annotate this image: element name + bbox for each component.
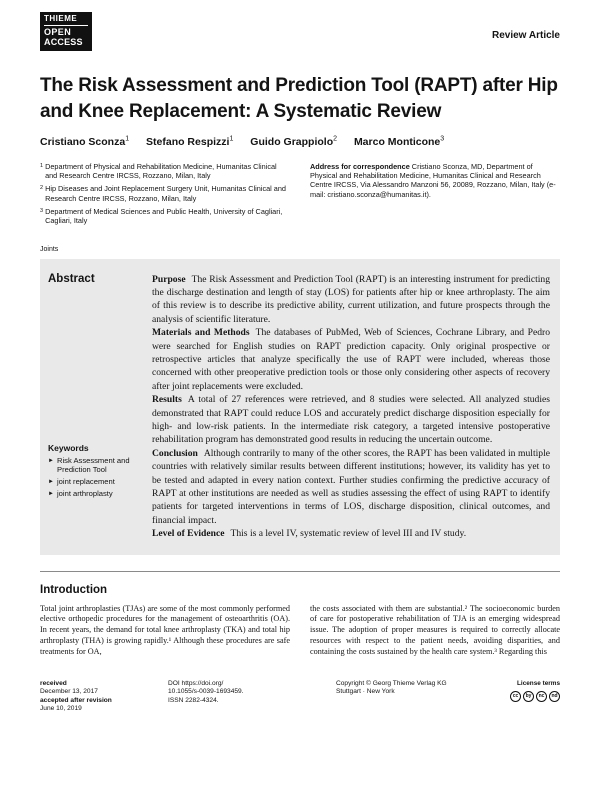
cc-by-icon[interactable]: by (523, 691, 534, 702)
abstract-paragraph (152, 326, 550, 393)
copyright-line2: Stuttgart · New York (336, 688, 395, 696)
author-affil-marker: 1 (125, 135, 130, 143)
author-name: Marco Monticone (353, 135, 441, 148)
section-divider (40, 571, 560, 572)
author (146, 136, 233, 148)
author-name: Stefano Respizzi (146, 135, 230, 148)
abstract-paragraph (152, 273, 550, 327)
abstract-paragraph-label: Purpose (152, 273, 186, 285)
logo-open: OPEN (44, 27, 72, 38)
keyword-bullet-icon: ► (48, 478, 54, 485)
affiliation-block (40, 162, 560, 230)
doi-number[interactable]: 10.1055/s-0039-1693459. (168, 688, 244, 696)
affiliation-marker: 2 (40, 185, 44, 192)
cc-nc-icon[interactable]: nc (536, 691, 547, 702)
keyword-label: Risk Assessment and Prediction Tool (57, 455, 130, 475)
logo-access: ACCESS (44, 36, 83, 47)
abstract-heading: Abstract (48, 272, 95, 285)
keywords-heading: Keywords (48, 442, 89, 453)
abstract-paragraph (152, 447, 550, 527)
affiliation-text: Hip Diseases and Joint Replacement Surgery Unit, Humanitas Clinical and Research Centre IRCSS, Rozzano, Milan, Italy (45, 184, 286, 203)
issn: ISSN 2282-4324. (168, 696, 219, 704)
correspondence-label: Address for correspondence (310, 161, 410, 171)
affiliation-marker: 1 (40, 162, 44, 169)
correspondence-text: Cristiano Sconza, MD, Department of Physical and Rehabilitation Medicine, Humanitas Clinical and Research Centre IRCSS, Via Alessandro Manzoni 56, 20089, Rozzano, Milan, Italy (e-mail: cristiano.sconza@humanitas.it). (310, 161, 556, 199)
keyword-bullet-icon: ► (48, 491, 54, 498)
cc-license-icons (486, 691, 560, 702)
abstract-paragraph-label: Conclusion (152, 447, 198, 459)
introduction-column-right: the costs associated with them are substantial.² The socioeconomic burden of care for postoperative rehabilitation of TJA is an emerging widespread issue. The adoption of proper measures is required to correctly allocate resources with respect to the patient needs, avoiding disparities, and containing the costs sustained by the health care system.³ Regarding this (310, 603, 560, 656)
keyword-bullet-icon: ► (48, 457, 54, 464)
keyword-item (48, 477, 140, 488)
abstract-paragraph-text: The Risk Assessment and Prediction Tool (RAPT) is an interesting instrument for predicting the discharge destination and length of stay (LOS) for patients after hip or knee arthroplasty. The aim of this review is to describe its predictive ability, current utilization, and future prospects through the analysis of scientific literature. (152, 273, 550, 325)
keyword-label: joint arthroplasty (57, 489, 113, 499)
author-affil-marker: 1 (229, 135, 234, 143)
affiliation-column (40, 162, 288, 230)
affiliation (40, 207, 288, 226)
abstract-sidebar (48, 273, 152, 541)
paper-title: The Risk Assessment and Prediction Tool (RAPT) after Hip and Knee Replacement: A Systematic Review (40, 75, 558, 123)
author-name: Guido Grappiolo (250, 135, 334, 148)
introduction-column-left: Total joint arthroplasties (TJAs) are some of the most commonly performed elective orthopedic procedures for the management of osteoarthritis (OA). In recent years, the demand for total knee arthroplasty (TKA) and total hip arthroplasty (THA) is growing rapidly.¹ Although these procedures are safe treatments for OA, (40, 603, 290, 656)
author-affil-marker: 2 (333, 135, 338, 143)
accepted-label: accepted after revision (40, 696, 112, 704)
page-header (40, 12, 560, 51)
author (250, 136, 337, 148)
affiliation (40, 184, 288, 203)
abstract-paragraph-label: Level of Evidence (152, 528, 225, 540)
affiliation (40, 162, 288, 181)
received-date: December 13, 2017 (40, 688, 98, 696)
page-footer (40, 680, 560, 714)
abstract-paragraph-text: The databases of PubMed, Web of Sciences, Cochrane Library, and Pedro were searched for English studies on RAPT prediction capacity. Only original prospective or retrospective articles that analyze specifically the use of RAPT were included, whereas those concerned with other preoperative prediction tools or those only considering other aspects of recovery after joint replacements were excluded. (152, 327, 550, 392)
keyword-label: joint replacement (57, 476, 115, 486)
author (354, 136, 444, 148)
affiliation-marker: 3 (40, 207, 44, 214)
journal-name: Joints (40, 245, 59, 253)
abstract-paragraph-text: A total of 27 references were retrieved, and 8 studies were selected. All analyzed studies demonstrated that RAPT could reduce LOS and accurately predict discharge disposition especially for high- and low-risk patients. In the intermediate risk category, a targeted intensive postoperative rehabilitation program has demonstrated good results in reducing the uncertain outcome. (152, 394, 550, 446)
received-block (40, 680, 168, 714)
introduction-body (40, 604, 560, 658)
correspondence-block (310, 162, 560, 230)
copyright-block (336, 680, 486, 714)
cc-icon[interactable]: cc (510, 691, 521, 702)
thieme-open-access-logo (40, 12, 92, 51)
doi-link[interactable]: DOI https://doi.org/ (168, 679, 224, 687)
license-terms-label: License terms (517, 679, 560, 687)
author (40, 136, 129, 148)
author-name: Cristiano Sconza (40, 135, 126, 148)
copyright-line1: Copyright © Georg Thieme Verlag KG (336, 679, 447, 687)
doi-block (168, 680, 336, 714)
keyword-item (48, 456, 140, 475)
affiliation-text: Department of Medical Sciences and Public Health, University of Cagliari, Cagliari, Italy (45, 206, 283, 226)
abstract-paragraph-text: Although contrarily to many of the other scores, the RAPT has been validated in multiple countries with relatively similar results between different institutions; however, its validity has yet to be tested and adapted in every nation context. Further studies confirming the predictive accuracy of RAPT at other institutions are needed as well as studies assessing the effect of using RAPT to identify patients for targeted interventions in terms of LOS, discharge disposition, clinical outcomes, and financial impact. (152, 447, 550, 526)
abstract-paragraph (152, 527, 550, 540)
logo-brand: THIEME (44, 15, 88, 26)
author-list (40, 135, 560, 148)
abstract-paragraph-text: This is a level IV, systematic review of level III and IV study. (230, 528, 467, 540)
keyword-item (48, 489, 140, 500)
abstract-paragraph-label: Results (152, 394, 182, 406)
keywords-block (48, 443, 152, 502)
abstract-paragraph-label: Materials and Methods (152, 327, 250, 339)
license-block (486, 680, 560, 714)
introduction-heading: Introduction (40, 583, 108, 596)
accepted-date: June 10, 2019 (40, 705, 82, 713)
abstract-body (152, 273, 550, 541)
affiliation-text: Department of Physical and Rehabilitation Medicine, Humanitas Clinical and Research Centre IRCSS, Rozzano, Milan, Italy (45, 161, 277, 181)
abstract-paragraph (152, 393, 550, 447)
abstract-section (40, 259, 560, 555)
article-type-label: Review Article (492, 30, 560, 41)
author-affil-marker: 3 (440, 135, 445, 143)
received-label: received (40, 679, 67, 687)
cc-nd-icon[interactable]: nd (549, 691, 560, 702)
